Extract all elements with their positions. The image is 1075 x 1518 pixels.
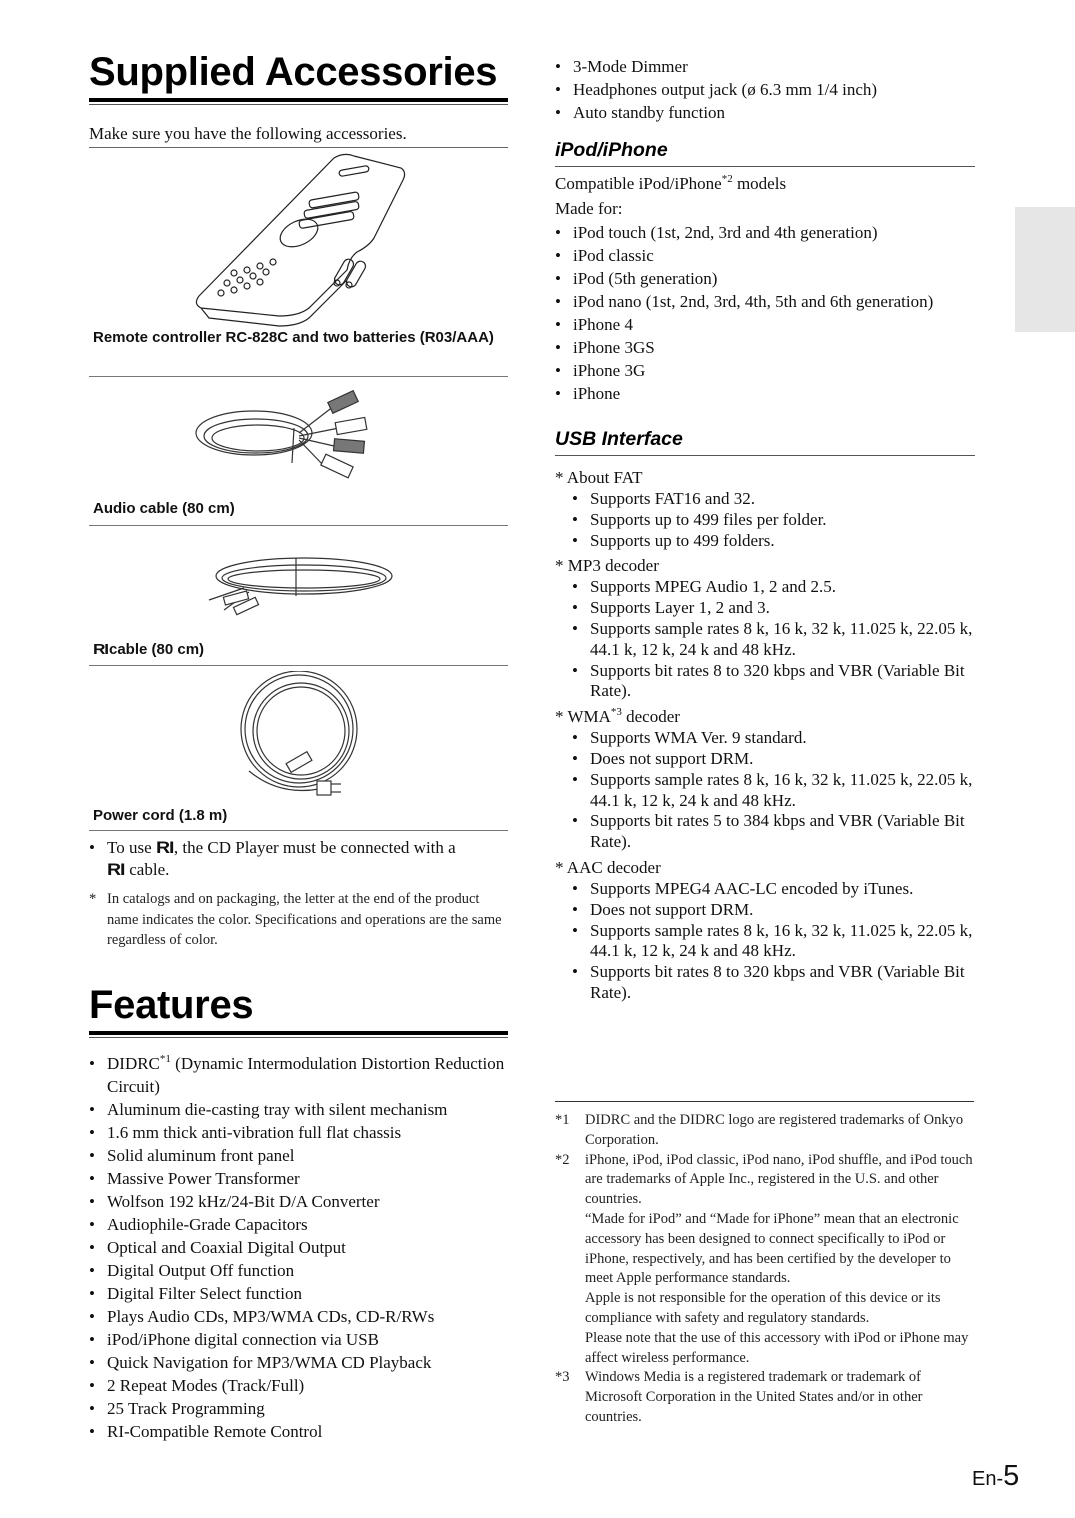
feature-item: • Quick Navigation for MP3/WMA CD Playback (89, 1351, 508, 1374)
model-item: • iPod (5th generation) (555, 267, 975, 290)
audio-cable-icon (194, 388, 404, 488)
accessories-intro: Make sure you have the following accessories. (89, 123, 508, 148)
spec-item: • Supports bit rates 8 to 320 kbps and VBR (Variable Bit Rate). (572, 661, 975, 703)
model-item: • iPhone (555, 382, 975, 405)
spec-item: • Does not support DRM. (572, 749, 975, 770)
feature-item: • Aluminum die-casting tray with silent mechanism (89, 1098, 508, 1121)
feature-item: • Auto standby function (555, 101, 975, 124)
ri-cable-caption (89, 640, 508, 662)
feature-item: • Wolfson 192 kHz/24-Bit D/A Converter (89, 1190, 508, 1213)
spec-item: • Supports MPEG4 AAC-LC encoded by iTunes. (572, 879, 975, 900)
ri-cable-image (89, 526, 508, 640)
spec-item: • Supports sample rates 8 k, 16 k, 32 k, 11.025 k, 22.05 k, 44.1 k, 12 k, 24 k and 48 kHz. (572, 770, 975, 812)
accessory-remote (89, 148, 508, 377)
features-list-continued (555, 55, 975, 124)
page-number: En-5 (972, 1460, 1020, 1492)
ri-cable-icon (204, 548, 394, 618)
feature-item: • Digital Filter Select function (89, 1282, 508, 1305)
title-rule (89, 1031, 508, 1035)
feature-item: • Solid aluminum front panel (89, 1144, 508, 1167)
feature-item: • 1.6 mm thick anti-vibration full flat chassis (89, 1121, 508, 1144)
feature-item: • iPod/iPhone digital connection via USB (89, 1328, 508, 1351)
remote-controller-image (89, 148, 508, 328)
model-item: • iPhone 4 (555, 313, 975, 336)
usb-group-mp3: * MP3 decoder • Supports MPEG Audio 1, 2 and 2.5. • Supports Layer 1, 2 and 3. • Supports sample rates 8 k, 16 k, 32 k, 11.025 k, 22.05 k, 44.1 k, 12 k, 24 k and 48 kHz. • Supports bit rates 8 to 320 kbps and VBR (Variable Bit Rate). (555, 554, 975, 702)
spec-item: • Supports FAT16 and 32. (572, 489, 975, 510)
footnotes (555, 1101, 974, 1428)
feature-item: • 3-Mode Dimmer (555, 55, 975, 78)
ipod-iphone-title: iPod/iPhone (555, 138, 975, 167)
usb-group-wma: * WMA$^{*3}$ decoder • Supports WMA Ver. 9 standard. • Does not support DRM. • Supports sample rates 8 k, 16 k, 32 k, 11.025 k, 22.05 k, 44.1 k, 12 k, 24 k and 48 kHz. • Supports bit rates 5 to 384 kbps and VBR (Variable Bit Rate). (555, 705, 975, 853)
usb-interface-title: USB Interface (555, 427, 975, 456)
ipod-models-list (555, 221, 975, 405)
footnote-3: *3 Windows Media is a registered trademark or trademark of Microsoft Corporation in the United States and/or in other countries. (555, 1369, 923, 1425)
feature-item: • DIDRC$^{*1}$ (Dynamic Intermodulation Distortion Reduction Circuit) (89, 1052, 508, 1098)
spec-item: • Supports bit rates 5 to 384 kbps and VBR (Variable Bit Rate). (572, 811, 975, 853)
features-title: Features (89, 982, 254, 1027)
feature-item: • 25 Track Programming (89, 1397, 508, 1420)
title-rule-thin (89, 1037, 508, 1038)
accessory-power-cord (89, 666, 508, 831)
footnote-2: *2 iPhone, iPod, iPod classic, iPod nano, iPod shuffle, and iPod touch are trademarks of Apple Inc., registered in the U.S. and other countries. “Made for iPod” and “Made for iPhone” mean that an electronic accessory has been designed to connect specifically to iPod or iPhone, respectively, and has been certified by the developer to meet Apple performance standards. Apple is not responsible for the operation of this device or its compliance with safety and regulatory standards. Please note that the use of this accessory with iPod or iPhone may affect wireless performance. (555, 1151, 973, 1366)
spec-item: • Supports MPEG Audio 1, 2 and 2.5. (572, 577, 975, 598)
accessory-audio-cable (89, 377, 508, 526)
left-column (89, 48, 508, 1443)
spec-item: • Supports up to 499 folders. (572, 531, 975, 552)
audio-cable-caption: Audio cable (80 cm) (93, 500, 235, 517)
ri-logo: RI (107, 860, 125, 879)
feature-item: • Audiophile-Grade Capacitors (89, 1213, 508, 1236)
spec-item: • Supports up to 499 files per folder. (572, 510, 975, 531)
usb-group-fat: * About FAT • Supports FAT16 and 32. • Supports up to 499 files per folder. • Supports up to 499 folders. (555, 466, 975, 551)
power-cord-image (89, 666, 508, 806)
feature-item: • Optical and Coaxial Digital Output (89, 1236, 508, 1259)
model-item: • iPhone 3GS (555, 336, 975, 359)
feature-item: • 2 Repeat Modes (Track/Full) (89, 1374, 508, 1397)
spec-item: • Supports WMA Ver. 9 standard. (572, 728, 975, 749)
spec-item: • Supports Layer 1, 2 and 3. (572, 598, 975, 619)
feature-item: • Headphones output jack (ø 6.3 mm 1/4 inch) (555, 78, 975, 101)
model-item: • iPhone 3G (555, 359, 975, 382)
title-rule-thin (89, 104, 508, 105)
model-item: • iPod nano (1st, 2nd, 3rd, 4th, 5th and 6th generation) (555, 290, 975, 313)
title-rule (89, 98, 508, 102)
supplied-accessories-title: Supplied Accessories (89, 50, 498, 94)
power-cord-icon (229, 671, 369, 801)
spec-item: • Supports sample rates 8 k, 16 k, 32 k, 11.025 k, 22.05 k, 44.1 k, 12 k, 24 k and 48 kHz. (572, 921, 975, 963)
ri-logo: RI (93, 641, 108, 658)
remote-controller-icon (179, 148, 419, 328)
accessory-ri-cable (89, 526, 508, 666)
color-note: * In catalogs and on packaging, the letter at the end of the product name indicates the color. Specifications and operations are the same regardless of color. (89, 891, 502, 948)
feature-item: • Plays Audio CDs, MP3/WMA CDs, CD-R/RWs (89, 1305, 508, 1328)
ri-note: • To use RI, the CD Player must be connected with a RI cable. (89, 837, 508, 881)
ri-cable-caption-text: cable (80 cm) (109, 641, 205, 658)
power-cord-caption: Power cord (1.8 m) (93, 807, 228, 824)
section-side-tab (1015, 207, 1075, 332)
spec-item: • Supports bit rates 8 to 320 kbps and VBR (Variable Bit Rate). (572, 962, 975, 1004)
spec-item: • Does not support DRM. (572, 900, 975, 921)
features-list (89, 1052, 508, 1443)
feature-item: • RI-Compatible Remote Control (89, 1420, 508, 1443)
spec-item: • Supports sample rates 8 k, 16 k, 32 k, 11.025 k, 22.05 k, 44.1 k, 12 k, 24 k and 48 kHz. (572, 619, 975, 661)
made-for-label: Made for: (555, 199, 623, 218)
remote-caption: Remote controller RC-828C and two batteries (R03/AAA) (93, 329, 494, 346)
audio-cable-image (89, 377, 508, 499)
model-item: • iPod classic (555, 244, 975, 267)
footnote-1: *1 DIDRC and the DIDRC logo are registered trademarks of Onkyo Corporation. (555, 1112, 964, 1148)
model-item: • iPod touch (1st, 2nd, 3rd and 4th generation) (555, 221, 975, 244)
right-column (555, 55, 975, 1004)
ri-logo: RI (155, 838, 174, 857)
feature-item: • Digital Output Off function (89, 1259, 508, 1282)
ri-note-list (89, 837, 508, 881)
feature-item: • Massive Power Transformer (89, 1167, 508, 1190)
usb-group-aac: * AAC decoder • Supports MPEG4 AAC-LC encoded by iTunes. • Does not support DRM. • Supports sample rates 8 k, 16 k, 32 k, 11.025 k, 22.05 k, 44.1 k, 12 k, 24 k and 48 kHz. • Supports bit rates 8 to 320 kbps and VBR (Variable Bit Rate). (555, 856, 975, 1004)
compatible-models-label: Compatible iPod/iPhone$^{*2}$ models (555, 173, 787, 193)
